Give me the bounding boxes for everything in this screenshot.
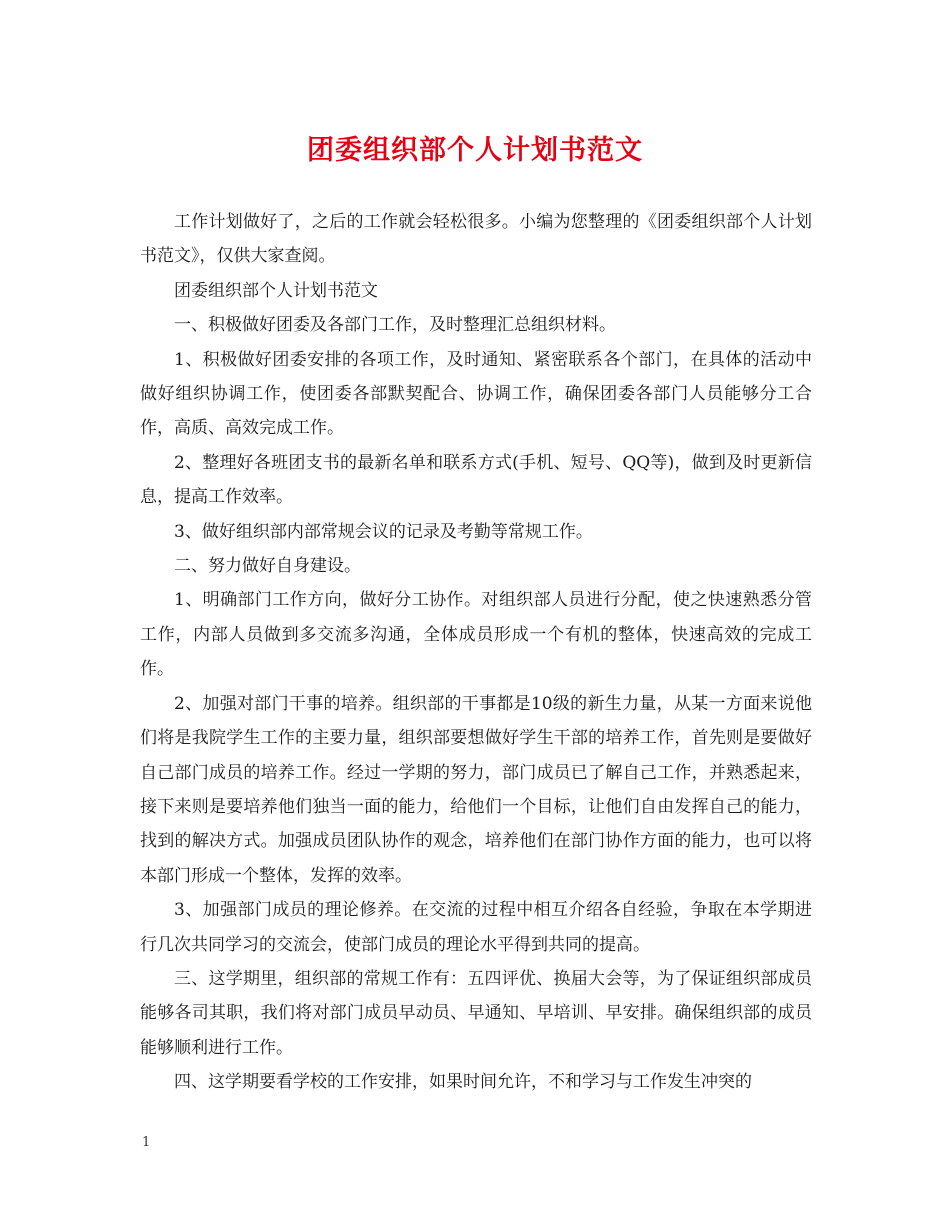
paragraph-section-4: 四、这学期要看学校的工作安排，如果时间允许，不和学习与工作发生冲突的 (174, 1072, 752, 1093)
paragraph-section-1-heading: 一、积极做好团委及各部门工作，及时整理汇总组织材料。 (174, 315, 616, 336)
document-title: 团委组织部个人计划书范文 (307, 135, 643, 166)
document-body (140, 205, 812, 1100)
paragraph-item-2-1: 1、明确部门工作方向，做好分工协作。对组织部人员进行分配，使之快速熟悉分管工作，内部人员做到多交流多沟通，全体成员形成一个有机的整体，快速高效的完成工作。 (140, 590, 812, 680)
paragraph-section-2-heading: 二、努力做好自身建设。 (174, 556, 361, 577)
paragraph-item-1-2: 2、整理好各班团支书的最新名单和联系方式(手机、短号、QQ等)，做到及时更新信息，提高工作效率。 (140, 452, 812, 508)
paragraph-item-2-2: 2、加强对部门干事的培养。组织部的干事都是10级的新生力量，从某一方面来说他们将是我院学生工作的主要力量，组织部要想做好学生干部的培养工作，首先则是要做好自己部门成员的培养工作。经过一学期的努力，部门成员已了解自己工作，并熟悉起来，接下来则是要培养他们独当一面的能力，给他们一个目标，让他们自由发挥自己的能力，找到的解决方式。加强成员团队协作的观念，培养他们在部门协作方面的能力，也可以将本部门形成一个整体，发挥的效率。 (140, 693, 812, 886)
paragraph-section-3: 三、这学期里，组织部的常规工作有：五四评优、换届大会等，为了保证组织部成员能够各司其职，我们将对部门成员早动员、早通知、早培训、早安排。确保组织部的成员能够顺利进行工作。 (140, 968, 812, 1058)
paragraph-item-2-3: 3、加强部门成员的理论修养。在交流的过程中相互介绍各自经验，争取在本学期进行几次共同学习的交流会，使部门成员的理论水平得到共同的提高。 (140, 900, 812, 955)
paragraph-intro: 工作计划做好了，之后的工作就会轻松很多。小编为您整理的《团委组织部个人计划书范文》，仅供大家查阅。 (140, 212, 812, 267)
paragraph-item-1-1: 1、积极做好团委安排的各项工作，及时通知、紧密联系各个部门，在具体的活动中做好组织协调工作，使团委各部默契配合、协调工作，确保团委各部门人员能够分工合作，高质、高效完成工作。 (140, 349, 812, 439)
paragraph-item-1-3: 3、做好组织部内部常规会议的记录及考勤等常规工作。 (174, 521, 593, 542)
page-number: 1 (142, 1135, 151, 1150)
paragraph-subtitle: 团委组织部个人计划书范文 (174, 280, 378, 301)
